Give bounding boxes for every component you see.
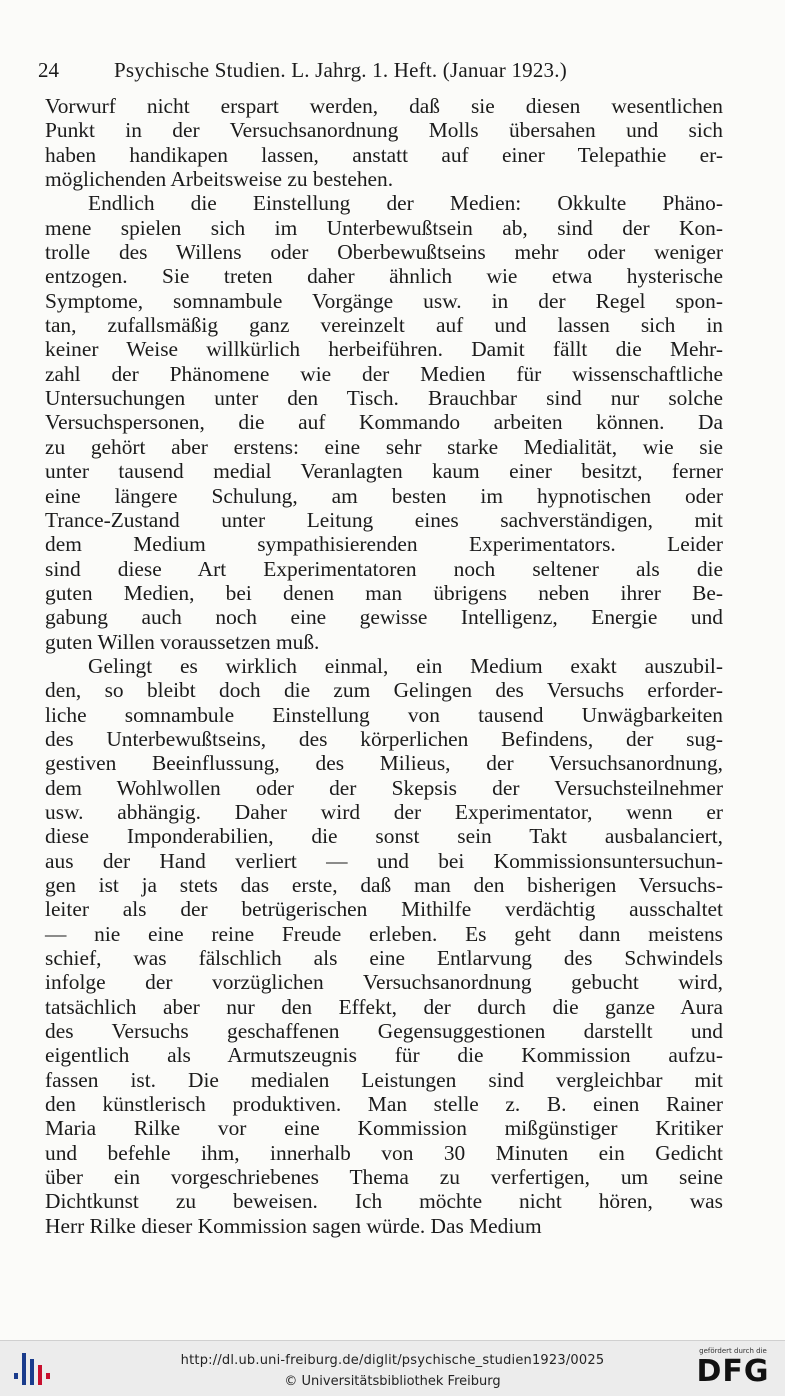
text-line: gabung auch noch eine gewisse Intelligenz, Energie und	[45, 605, 723, 630]
text-line: dem Wohlwollen oder der Skepsis der Versuchsteilnehmer	[45, 775, 723, 800]
text-line: dem Medium sympathisierenden Experimentators. Leider	[45, 532, 723, 557]
text-line: Vorwurf nicht erspart werden, daß sie diesen wesentlichen	[45, 94, 723, 118]
text-line: Untersuchungen unter den Tisch. Brauchbar sind nur solche	[45, 386, 723, 411]
text-line: usw. abhängig. Daher wird der Experimentator, wenn er	[45, 799, 723, 824]
dfg-wordmark: DFG	[696, 1354, 770, 1389]
text-line: fassen ist. Die medialen Leistungen sind vergleichbar mit	[45, 1067, 723, 1092]
text-line: Punkt in der Versuchsanordnung Molls übersahen und sich	[45, 118, 723, 143]
text-line: zahl der Phänomene wie der Medien für wissenschaftliche	[45, 361, 723, 386]
text-line: des Versuchs geschaffenen Gegensuggestionen darstellt und	[45, 1019, 723, 1044]
text-line: Gelingt es wirklich einmal, ein Medium exakt auszubil-	[88, 653, 723, 678]
text-line: Endlich die Einstellung der Medien: Okkulte Phäno-	[88, 191, 723, 216]
text-line: diese Imponderabilien, die sonst sein Takt ausbalanciert,	[45, 824, 723, 849]
page-header	[38, 56, 728, 84]
copyright-notice: © Universitätsbibliothek Freiburg	[284, 1374, 501, 1389]
text-line: mene spielen sich im Unterbewußtsein ab, sind der Kon-	[45, 215, 723, 240]
text-line: liche somnambule Einstellung von tausend Unwägbarkeiten	[45, 702, 723, 727]
text-line: und befehle ihm, innerhalb von 30 Minuten ein Gedicht	[45, 1140, 723, 1165]
text-line: den, so bleibt doch die zum Gelingen des Versuchs erforder-	[45, 678, 723, 703]
dfg-logo[interactable]	[691, 1347, 775, 1391]
text-line: entzogen. Sie treten daher ähnlich wie etwa hysterische	[45, 264, 723, 289]
text-line: gen ist ja stets das erste, daß man den bisherigen Versuchs-	[45, 873, 723, 897]
text-line: unter tausend medial Veranlagten kaum einer besitzt, ferner	[45, 459, 723, 484]
text-line: schief, was fälschlich als eine Entlarvung des Schwindels	[45, 946, 723, 971]
page-number: 24	[38, 58, 59, 82]
text-line: Versuchspersonen, die auf Kommando arbeiten können. Da	[45, 410, 723, 435]
text-line: Symptome, somnambule Vorgänge usw. in der Regel spon-	[45, 288, 723, 313]
body-text	[45, 94, 723, 1238]
text-line: gestiven Beeinflussung, des Milieus, der Versuchsanordnung,	[45, 751, 723, 776]
text-line: Maria Rilke vor eine Kommission mißgünstiger Kritiker	[45, 1116, 723, 1141]
text-line: keiner Weise willkürlich herbeiführen. Damit fällt die Mehr-	[45, 337, 723, 362]
text-line: Dichtkunst zu beweisen. Ich möchte nicht hören, was	[45, 1189, 723, 1214]
dfg-tagline: gefördert durch die	[699, 1347, 767, 1355]
text-line: tan, zufallsmäßig ganz vereinzelt auf und lassen sich in	[45, 313, 723, 338]
text-line: infolge der vorzüglichen Versuchsanordnung gebucht wird,	[45, 970, 723, 995]
text-line: eine längere Schulung, am besten im hypnotischen oder	[45, 483, 723, 508]
text-line: guten Medien, bei denen man übrigens neben ihrer Be-	[45, 580, 723, 605]
text-line: guten Willen voraussetzen muß.	[45, 629, 320, 654]
source-url-link[interactable]: http://dl.ub.uni-freiburg.de/diglit/psychische_studien1923/0025	[180, 1353, 605, 1368]
text-line: haben handikapen lassen, anstatt auf einer Telepathie er-	[45, 142, 723, 167]
text-line: des Unterbewußtseins, des körperlichen Befindens, der sug-	[45, 726, 723, 751]
text-line: möglichenden Arbeitsweise zu bestehen.	[45, 167, 394, 192]
text-line: zu gehört aber erstens: eine sehr starke Medialität, wie sie	[45, 434, 723, 459]
text-line: den künstlerisch produktiven. Man stelle z. B. einen Rainer	[45, 1092, 723, 1117]
text-line: trolle des Willens oder Oberbewußtseins mehr oder weniger	[45, 240, 723, 265]
text-line: leiter als der betrügerischen Mithilfe verdächtig ausschaltet	[45, 897, 723, 922]
text-line: tatsächlich aber nur den Effekt, der durch die ganze Aura	[45, 994, 723, 1019]
text-line: über ein vorgeschriebenes Thema zu verfertigen, um seine	[45, 1165, 723, 1190]
footer-bar	[0, 1340, 785, 1396]
text-line: sind diese Art Experimentatoren noch seltener als die	[45, 556, 723, 581]
text-line: Herr Rilke dieser Kommission sagen würde. Das Medium	[45, 1213, 542, 1238]
text-line: aus der Hand verliert — und bei Kommissionsuntersuchun-	[45, 848, 723, 873]
text-line: — nie eine reine Freude erleben. Es geht dann meistens	[45, 921, 723, 946]
running-title: Psychische Studien. L. Jahrg. 1. Heft. (Januar 1923.)	[114, 58, 567, 82]
text-line: Trance-Zustand unter Leitung eines sachverständigen, mit	[45, 507, 723, 532]
text-line: eigentlich als Armutszeugnis für die Kommission aufzu-	[45, 1043, 723, 1068]
